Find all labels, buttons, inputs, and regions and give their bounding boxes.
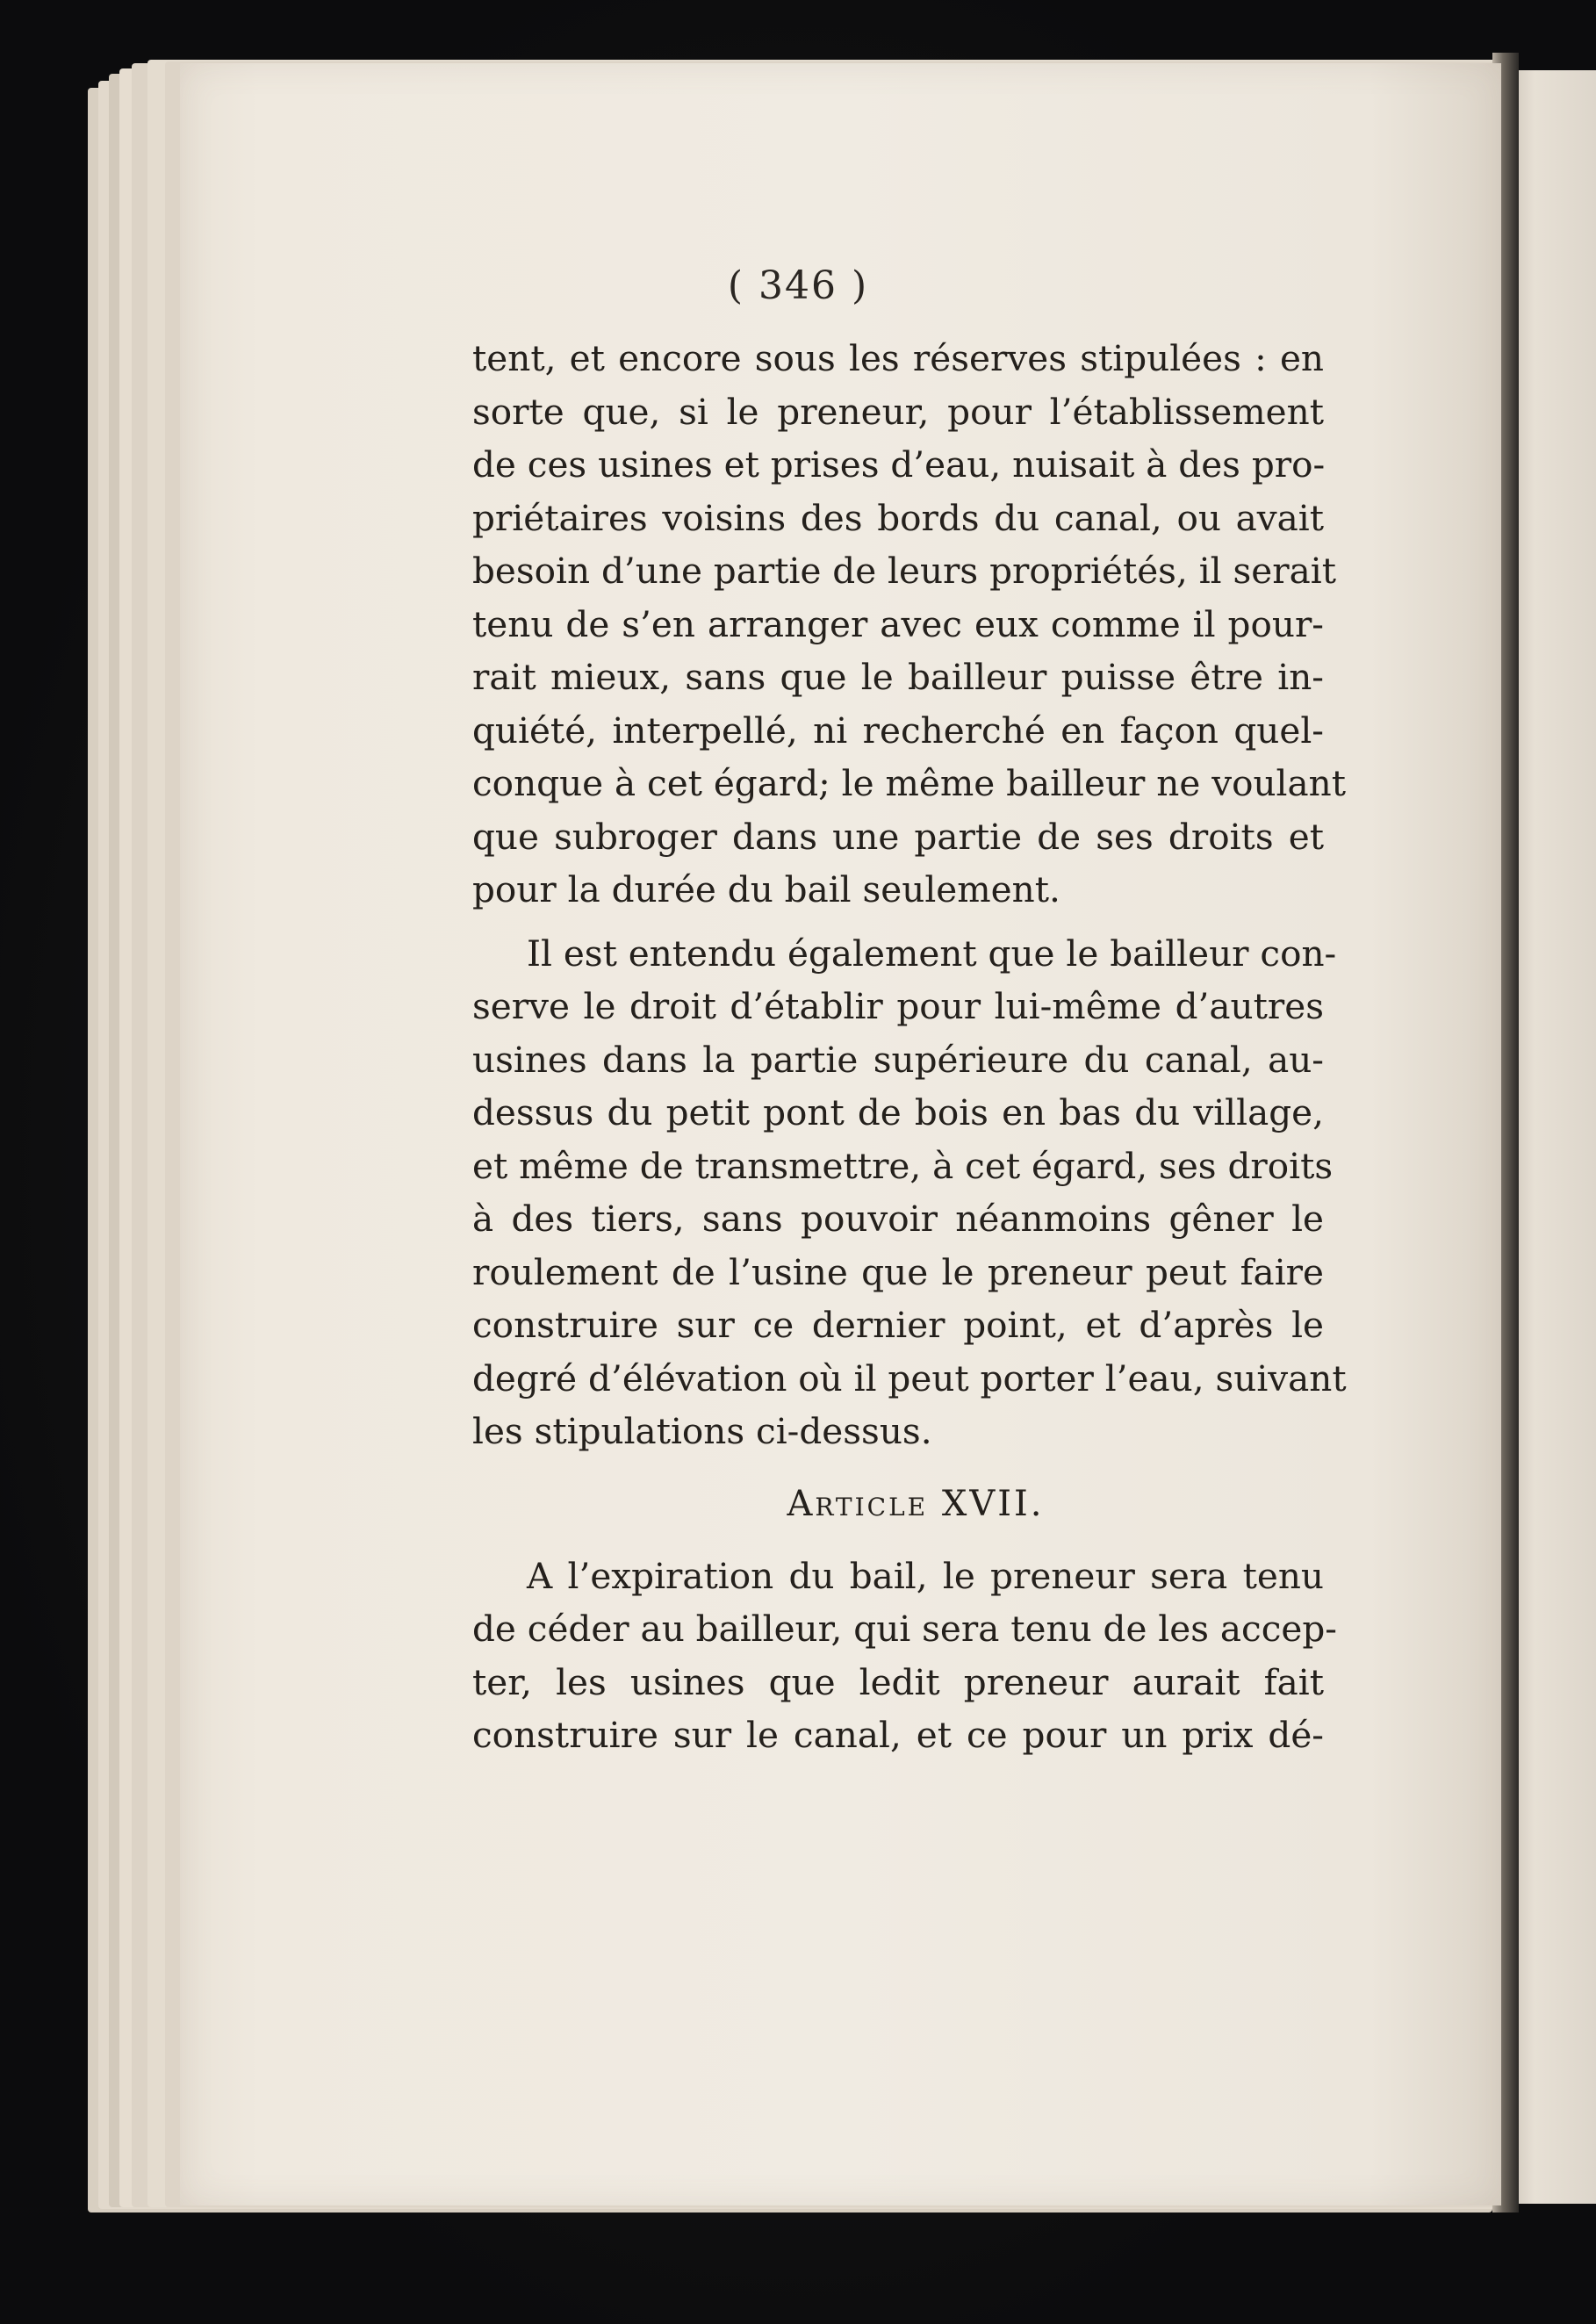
text-line: Il est entendu également que le bailleur con- — [527, 932, 1337, 975]
text-line: serve le droit d’établir pour lui-même d’autres — [472, 985, 1324, 1027]
text-line: de céder au bailleur, qui sera tenu de les accep- — [472, 1608, 1337, 1650]
text-line: à des tiers, sans pouvoir néanmoins gêner le — [472, 1198, 1324, 1240]
text-line: construire sur ce dernier point, et d’après le — [472, 1304, 1324, 1346]
text-line: construire sur le canal, et ce pour un prix dé- — [472, 1714, 1324, 1756]
text-line: sorte que, si le preneur, pour l’établissement — [472, 390, 1324, 433]
text-line: conque à cet égard; le même bailleur ne voulant — [472, 762, 1347, 804]
page-number: ( 346 ) — [727, 263, 869, 308]
text-line: degré d’élévation où il peut porter l’eau, suivant — [472, 1356, 1347, 1399]
text-line: tenu de s’en arranger avec eux comme il pour- — [472, 602, 1324, 645]
text-line: roulement de l’usine que le preneur peut faire — [472, 1250, 1324, 1293]
text-line: priétaires voisins des bords du canal, ou avait — [472, 496, 1324, 539]
text-line: rait mieux, sans que le bailleur puisse être in- — [472, 656, 1324, 698]
paragraph-2 — [472, 927, 1347, 1458]
text-line: les stipulations ci-dessus. — [472, 1410, 932, 1452]
paragraph-spacer — [472, 917, 1324, 927]
paragraph-1 — [472, 332, 1347, 917]
text-line: usines dans la partie supérieure du canal, au- — [472, 1038, 1324, 1081]
text-line: et même de transmettre, à cet égard, ses droits — [472, 1144, 1334, 1187]
body-text — [472, 332, 1347, 1762]
text-line: ter, les usines que ledit preneur aurait fait — [472, 1660, 1324, 1703]
text-line: quiété, interpellé, ni recherché en façon quel- — [472, 709, 1324, 752]
text-line: que subroger dans une partie de ses droits et — [472, 815, 1324, 858]
text-line: pour la durée du bail seulement. — [472, 868, 1060, 910]
text-line: A l’expiration du bail, le preneur sera tenu — [527, 1554, 1324, 1597]
text-line: de ces usines et prises d’eau, nuisait à des pro- — [472, 443, 1326, 486]
paragraph-3 — [472, 1550, 1337, 1762]
text-line: besoin d’une partie de leurs propriétés, il serait — [472, 550, 1336, 592]
text-line: dessus du petit pont de bois en bas du village, — [472, 1091, 1324, 1133]
facing-page — [1508, 70, 1596, 2204]
text-line: tent, et encore sous les réserves stipulées : en — [472, 337, 1324, 379]
article-heading: Article XVII. — [787, 1483, 1045, 1524]
